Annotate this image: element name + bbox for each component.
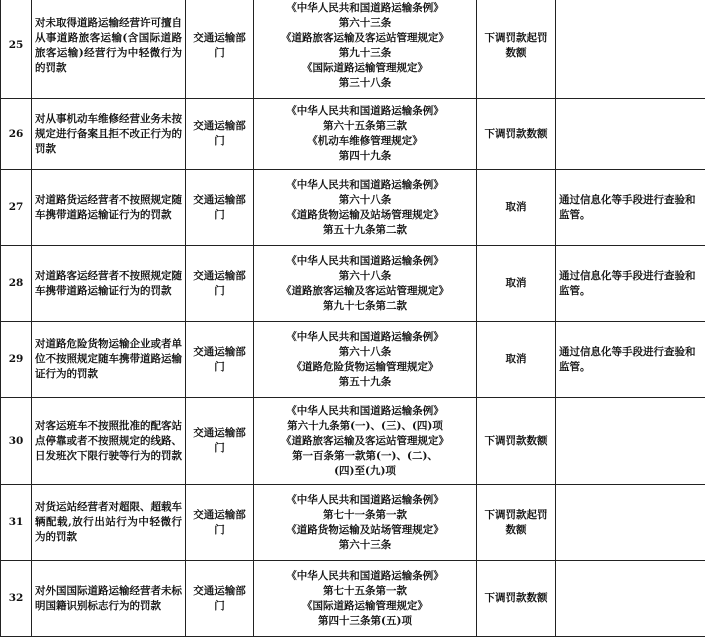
basis-line: 《道路危险货物运输管理规定》 — [257, 360, 473, 375]
legal-basis — [254, 99, 477, 170]
basis-line: 第五十九条第二款 — [257, 223, 473, 238]
row-number: 31 — [1, 485, 32, 561]
basis-line: 《中华人民共和国道路运输条例》 — [257, 1, 473, 16]
penalty-item: 对货运站经营者对超限、超载车辆配载,放行出站行为中轻微行为的罚款 — [32, 485, 186, 561]
row-number: 25 — [1, 0, 32, 99]
table-row — [1, 0, 705, 99]
basis-line: 第九十七条第二款 — [257, 299, 473, 314]
supervision-note — [556, 561, 705, 637]
adjustment-action: 取消 — [477, 170, 556, 246]
basis-line: 第三十八条 — [257, 76, 473, 91]
basis-line: 第六十九条第(一)、(三)、(四)项 — [257, 419, 473, 434]
basis-line: 第一百条第一款第(一)、(二)、 — [257, 449, 473, 464]
basis-line: 第五十九条 — [257, 375, 473, 390]
basis-line: 第四十九条 — [257, 149, 473, 164]
basis-line: 《中华人民共和国道路运输条例》 — [257, 330, 473, 345]
department: 交通运输部门 — [186, 99, 254, 170]
adjustment-action: 下调罚款数额 — [477, 561, 556, 637]
basis-line: 《道路旅客运输及客运站管理规定》 — [257, 31, 473, 46]
row-number: 26 — [1, 99, 32, 170]
supervision-note — [556, 0, 705, 99]
table-row — [1, 170, 705, 246]
department: 交通运输部门 — [186, 322, 254, 398]
row-number: 29 — [1, 322, 32, 398]
table-row — [1, 561, 705, 637]
basis-line: 《中华人民共和国道路运输条例》 — [257, 493, 473, 508]
legal-basis — [254, 246, 477, 322]
basis-line: 《国际道路运输管理规定》 — [257, 61, 473, 76]
basis-line: 《道路货物运输及站场管理规定》 — [257, 208, 473, 223]
basis-line: 第四十三条第(五)项 — [257, 614, 473, 629]
supervision-note: 通过信息化等手段进行查验和监管。 — [556, 170, 705, 246]
penalty-item: 对外国国际道路运输经营者未标明国籍识别标志行为的罚款 — [32, 561, 186, 637]
legal-basis — [254, 322, 477, 398]
supervision-note — [556, 398, 705, 485]
table-row — [1, 246, 705, 322]
row-number: 27 — [1, 170, 32, 246]
basis-line: 第六十三条 — [257, 16, 473, 31]
basis-line: 第六十八条 — [257, 269, 473, 284]
basis-line: 《中华人民共和国道路运输条例》 — [257, 178, 473, 193]
supervision-note — [556, 99, 705, 170]
department: 交通运输部门 — [186, 561, 254, 637]
penalty-item: 对从事机动车维修经营业务未按规定进行备案且拒不改正行为的罚款 — [32, 99, 186, 170]
row-number: 30 — [1, 398, 32, 485]
row-number: 28 — [1, 246, 32, 322]
basis-line: 《中华人民共和国道路运输条例》 — [257, 569, 473, 584]
basis-line: 《道路货物运输及站场管理规定》 — [257, 523, 473, 538]
penalty-item: 对未取得道路运输经营许可擅自从事道路旅客运输(含国际道路旅客运输)经营行为中轻微行为的罚款 — [32, 0, 186, 99]
adjustment-action: 下调罚款起罚数额 — [477, 0, 556, 99]
adjustment-action: 取消 — [477, 246, 556, 322]
table-row — [1, 99, 705, 170]
basis-line: 《中华人民共和国道路运输条例》 — [257, 104, 473, 119]
supervision-note — [556, 485, 705, 561]
adjustment-action: 下调罚款起罚数额 — [477, 485, 556, 561]
basis-line: 第九十三条 — [257, 46, 473, 61]
legal-basis — [254, 170, 477, 246]
department: 交通运输部门 — [186, 398, 254, 485]
table-row — [1, 322, 705, 398]
department: 交通运输部门 — [186, 246, 254, 322]
table-row — [1, 485, 705, 561]
department: 交通运输部门 — [186, 170, 254, 246]
penalty-item: 对道路货运经营者不按照规定随车携带道路运输证行为的罚款 — [32, 170, 186, 246]
adjustment-action: 取消 — [477, 322, 556, 398]
penalty-item: 对道路危险货物运输企业或者单位不按照规定随车携带道路运输证行为的罚款 — [32, 322, 186, 398]
supervision-note: 通过信息化等手段进行查验和监管。 — [556, 246, 705, 322]
penalty-item: 对客运班车不按照批准的配客站点停靠或者不按照规定的线路、日发班次下限行驶等行为的罚款 — [32, 398, 186, 485]
legal-basis — [254, 398, 477, 485]
basis-line: 《道路旅客运输及客运站管理规定》 — [257, 434, 473, 449]
legal-basis — [254, 561, 477, 637]
basis-line: 《国际道路运输管理规定》 — [257, 599, 473, 614]
basis-line: 《机动车维修管理规定》 — [257, 134, 473, 149]
adjustment-action: 下调罚款数额 — [477, 398, 556, 485]
basis-line: 第七十五条第一款 — [257, 584, 473, 599]
legal-basis — [254, 0, 477, 99]
basis-line: 《中华人民共和国道路运输条例》 — [257, 404, 473, 419]
basis-line: 《中华人民共和国道路运输条例》 — [257, 254, 473, 269]
penalty-item: 对道路客运经营者不按照规定随车携带道路运输证行为的罚款 — [32, 246, 186, 322]
department: 交通运输部门 — [186, 485, 254, 561]
basis-line: 第六十五条第三款 — [257, 119, 473, 134]
department: 交通运输部门 — [186, 0, 254, 99]
basis-line: 《道路旅客运输及客运站管理规定》 — [257, 284, 473, 299]
basis-line: 第六十三条 — [257, 538, 473, 553]
adjustment-action: 下调罚款数额 — [477, 99, 556, 170]
basis-line: (四)至(九)项 — [257, 464, 473, 479]
basis-line: 第六十八条 — [257, 193, 473, 208]
legal-basis — [254, 485, 477, 561]
table-row — [1, 398, 705, 485]
row-number: 32 — [1, 561, 32, 637]
supervision-note: 通过信息化等手段进行查验和监管。 — [556, 322, 705, 398]
basis-line: 第七十一条第一款 — [257, 508, 473, 523]
basis-line: 第六十八条 — [257, 345, 473, 360]
